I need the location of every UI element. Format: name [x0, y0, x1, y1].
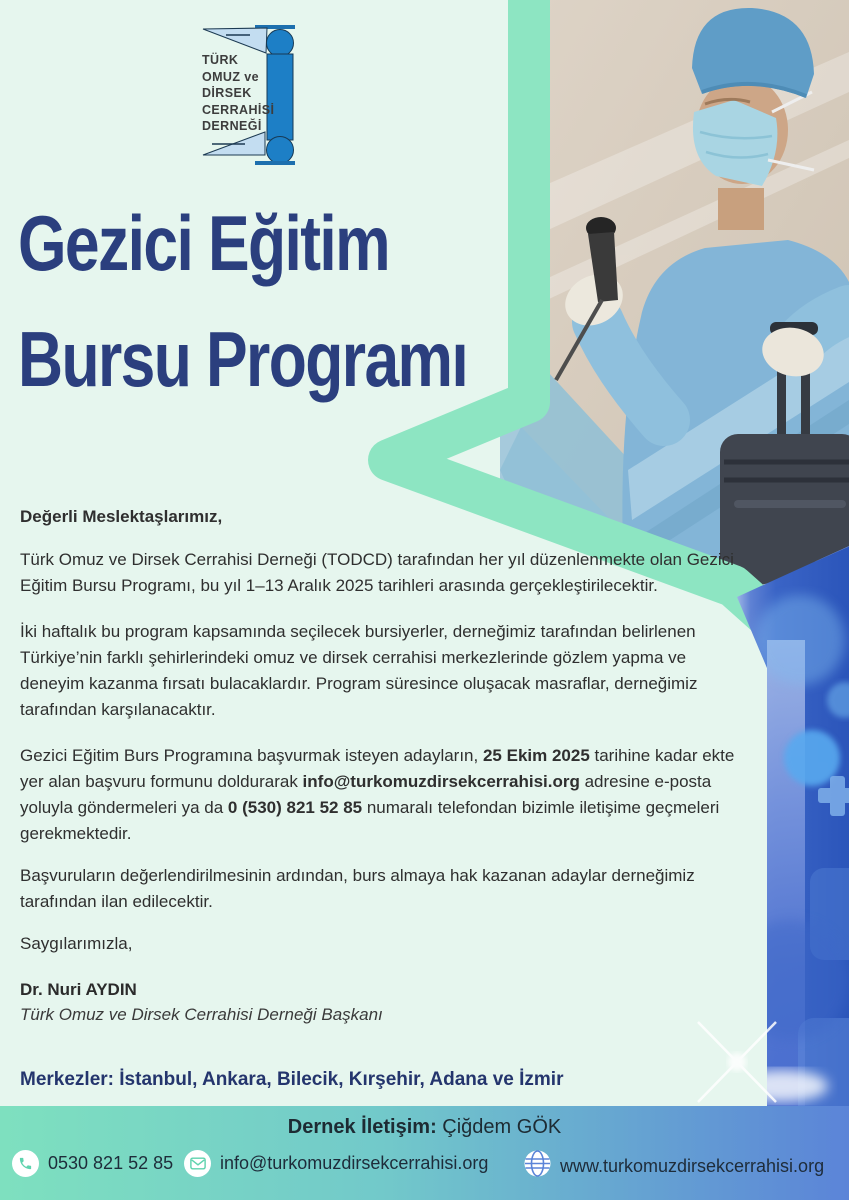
centers-line: [20, 1067, 752, 1093]
closing: Saygılarımızla,: [20, 934, 133, 953]
phone-icon: [12, 1150, 39, 1177]
signature-name: Dr. Nuri AYDIN: [20, 980, 137, 999]
contact-heading-label: Dernek İletişim:: [287, 1116, 437, 1138]
phone-number: 0530 821 52 85: [48, 1153, 174, 1173]
mail-icon: [184, 1150, 211, 1177]
paragraph-application: [20, 743, 752, 847]
application-text: Gezici Eğitim Burs Programına başvurmak isteyen adayların,: [20, 746, 483, 765]
website-address: www.turkomuzdirsekcerrahisi.org: [560, 1155, 825, 1176]
contact-footer: [0, 1106, 849, 1200]
contact-person: Çiğdem GÖK: [436, 1116, 562, 1138]
application-text: adresine e-posta yoluyla göndermeleri ya da: [20, 772, 712, 817]
paragraph-announcement: Türk Omuz ve Dirsek Cerrahisi Derneği (TODCD) tarafından her yıl düzenlenmekte olan Gezici Eğitim Bursu Programı, bu yıl 1–13 Aralık 2025 tarihleri arasında gerçekleştirilecektir.: [20, 550, 734, 595]
greeting: Değerli Meslektaşlarımız,: [20, 507, 223, 526]
poster-title-line-1: Gezici Eğitim: [18, 199, 390, 287]
association-name: [202, 52, 274, 135]
logo-line: CERRAHİSİ: [202, 102, 275, 117]
poster-title-line-2: Bursu Programı: [18, 315, 468, 403]
centers-label: Merkezler:: [20, 1069, 114, 1090]
phone-contact[interactable]: [12, 1150, 173, 1177]
application-email: info@turkomuzdirsekcerrahisi.org: [302, 772, 580, 791]
logo-line: DİRSEK: [202, 86, 252, 100]
centers-list: İstanbul, Ankara, Bilecik, Kırşehir, Adana ve İzmir: [114, 1069, 564, 1090]
application-phone: 0 (530) 821 52 85: [227, 798, 363, 817]
signature-title: Türk Omuz ve Dirsek Cerrahisi Derneği Başkanı: [20, 1005, 383, 1024]
email-contact[interactable]: [184, 1150, 488, 1177]
contact-heading: [0, 1116, 849, 1139]
paragraph-results: Başvuruların değerlendirilmesinin ardından, burs almaya hak kazanan adaylar derneğimiz tarafından ilan edilecektir.: [20, 866, 695, 911]
deadline-date: 25 Ekim 2025: [482, 746, 590, 765]
paragraph-program-details: İki haftalık bu program kapsamında seçilecek bursiyerler, derneğimiz tarafından belirlenen Türkiye’nin farklı şehirlerindeki omuz ve dirsek cerrahisi merkezlerinde gözlem yapma ve deneyim kazanma fırsatı bulacaklardır. Program süresince oluşacak masraflar, derneğimiz tarafından karşılanacaktır.: [20, 622, 698, 719]
application-text: tarihine kadar ekte yer alan başvuru formunu doldurarak: [20, 746, 735, 791]
application-text: numaralı telefondan bizimle iletişime geçmeleri gerekmektedir.: [20, 798, 720, 843]
email-address: info@turkomuzdirsekcerrahisi.org: [220, 1153, 489, 1173]
globe-icon: [524, 1150, 551, 1182]
website-contact[interactable]: [524, 1150, 824, 1182]
association-logo: [200, 22, 330, 172]
logo-line: DERNEĞİ: [202, 119, 262, 133]
logo-line: OMUZ ve: [202, 69, 259, 84]
logo-line: TÜRK: [202, 53, 239, 67]
